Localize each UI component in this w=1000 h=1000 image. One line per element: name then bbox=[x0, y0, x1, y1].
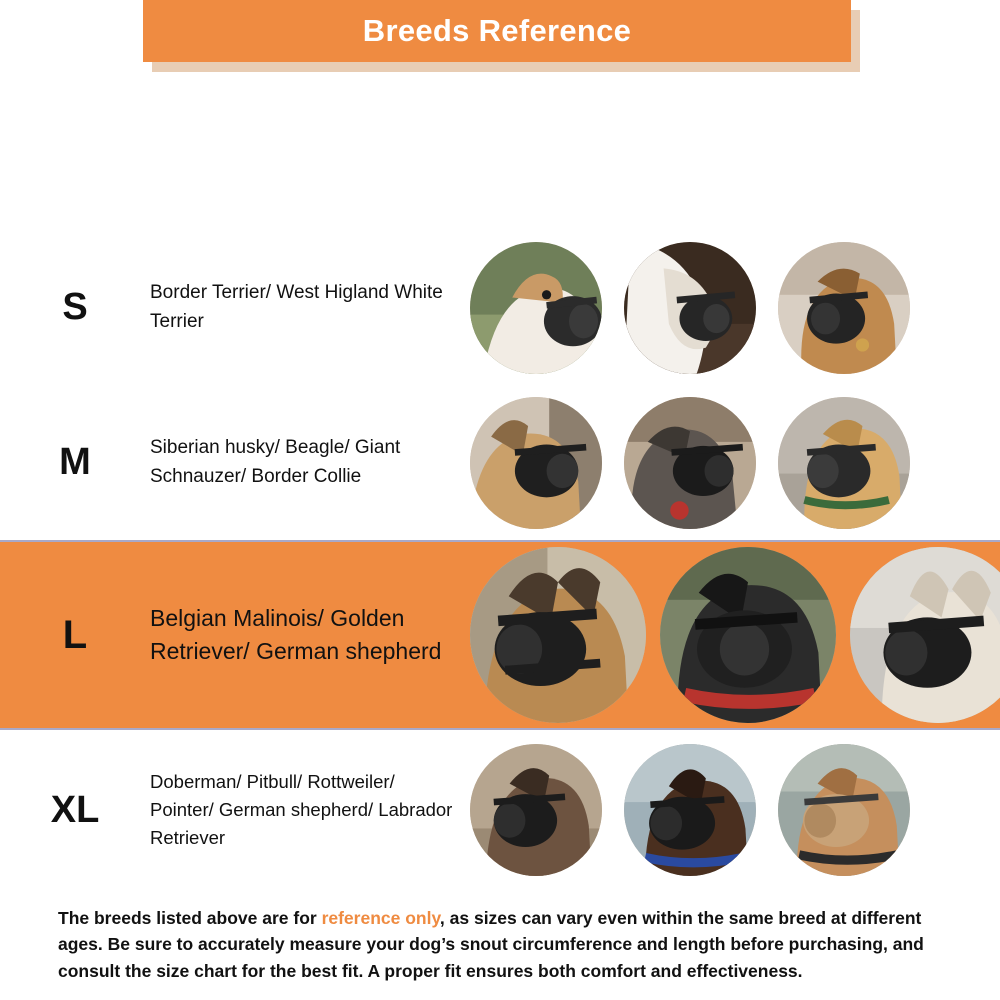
footer-note bbox=[58, 905, 948, 984]
footer-text-part1: The breeds listed above are for bbox=[58, 908, 322, 928]
dog-photo-labrador-yellow bbox=[778, 397, 910, 529]
size-label: XL bbox=[50, 788, 100, 831]
dog-photo-white-bulldog bbox=[624, 242, 756, 374]
size-label: L bbox=[62, 612, 88, 657]
header bbox=[0, 0, 1000, 78]
photo-group bbox=[470, 547, 1000, 723]
photo-group bbox=[470, 744, 1000, 876]
page-title: Breeds Reference bbox=[362, 13, 632, 48]
breeds-text: Doberman/ Pitbull/ Rottweiler/ Pointer/ German shepherd/ Labrador Retriever bbox=[150, 771, 453, 848]
breeds-text: Siberian husky/ Beagle/ Giant Schnauzer/ Border Collie bbox=[150, 437, 401, 487]
table-row bbox=[0, 730, 1000, 890]
footer-highlight: reference only bbox=[321, 908, 440, 928]
table-row bbox=[0, 230, 1000, 385]
dog-photo-white-shepherd bbox=[850, 547, 1000, 723]
table-row bbox=[0, 385, 1000, 540]
dog-photo-terrier-tan-white bbox=[470, 242, 602, 374]
breeds-table bbox=[0, 230, 1000, 890]
size-label: S bbox=[62, 286, 88, 328]
footer-text-part2: , as sizes can vary even within the same breed at different ages. Be sure to accurately measure your dog’s snout circumference and length before purchasing, and consult the size chart for the best fit. A proper fit ensures both comfort and effectiveness. bbox=[58, 908, 924, 981]
breeds-text: Belgian Malinois/ Golden Retriever/ German shepherd bbox=[150, 604, 442, 664]
dog-photo-tan-boxer bbox=[778, 242, 910, 374]
header-bar bbox=[143, 0, 851, 62]
photo-group bbox=[470, 397, 1000, 529]
dog-photo-black-labrador bbox=[660, 547, 836, 723]
breeds-text: Border Terrier/ West Higland White Terrier bbox=[150, 282, 443, 332]
dog-photo-tan-pitbull bbox=[778, 744, 910, 876]
table-row-highlighted bbox=[0, 540, 1000, 730]
dog-photo-schnauzer-grey bbox=[624, 397, 756, 529]
dog-photo-malinois bbox=[470, 547, 646, 723]
dog-photo-brindle-pitbull bbox=[470, 744, 602, 876]
dog-photo-doberman bbox=[624, 744, 756, 876]
photo-group bbox=[470, 242, 1000, 374]
size-label: M bbox=[59, 441, 91, 483]
dog-photo-shepherd-tan bbox=[470, 397, 602, 529]
